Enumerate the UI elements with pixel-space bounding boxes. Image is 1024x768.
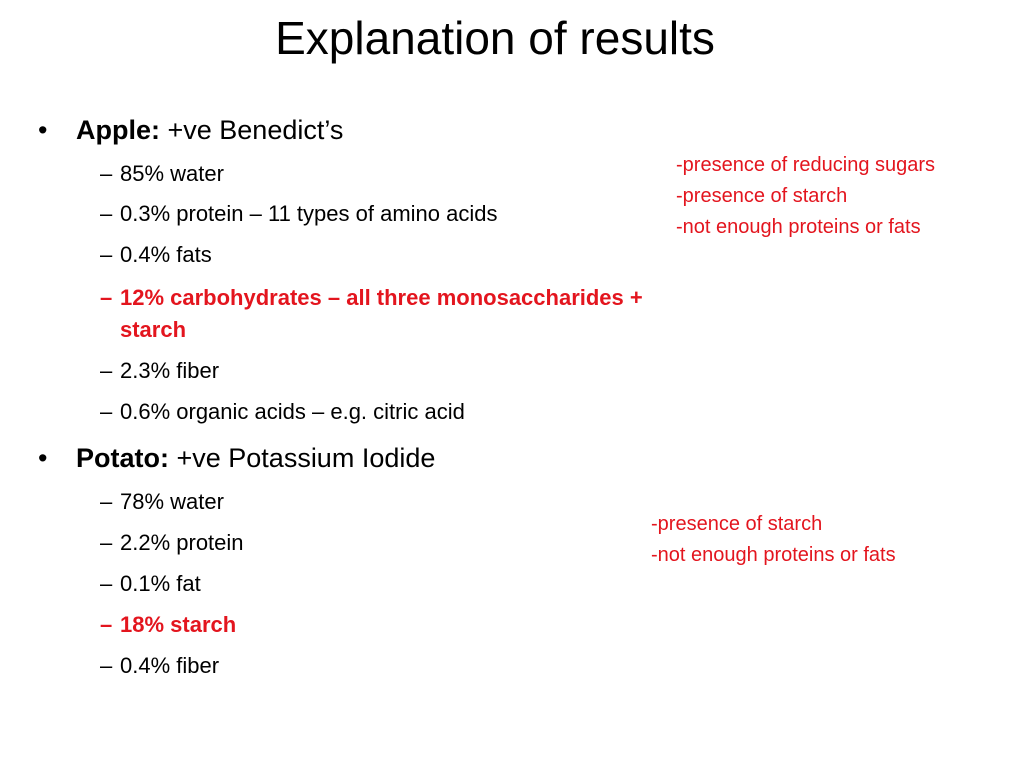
item-text: 18% starch xyxy=(120,612,237,637)
item-text: 2.3% fiber xyxy=(120,358,220,383)
item-text: 0.4% fiber xyxy=(120,653,220,678)
bullet-dot: • xyxy=(38,115,48,145)
dash: – xyxy=(100,653,113,678)
apple-item-fiber xyxy=(100,355,219,387)
potato-item-protein xyxy=(100,527,244,559)
dash: – xyxy=(100,285,113,310)
apple-note-proteins-fats: -not enough proteins or fats xyxy=(676,216,921,238)
potato-item-fiber xyxy=(100,650,219,682)
dash: – xyxy=(100,399,113,424)
potato-test-result: +ve Potassium Iodide xyxy=(168,443,436,473)
item-text: 0.4% fats xyxy=(120,242,212,267)
page-title: Explanation of results xyxy=(275,12,715,64)
apple-label: Apple: xyxy=(76,115,160,145)
potato-note-starch: -presence of starch xyxy=(651,513,823,535)
apple-item-protein xyxy=(100,198,497,230)
dash: – xyxy=(100,489,113,514)
apple-item-fats xyxy=(100,239,212,271)
dash: – xyxy=(100,161,113,186)
dash: – xyxy=(100,530,113,555)
potato-item-water xyxy=(100,486,224,518)
item-text: 0.1% fat xyxy=(120,571,201,596)
potato-item-fat xyxy=(100,568,201,600)
apple-item-organic-acids xyxy=(100,396,465,428)
item-text: 0.3% protein – 11 types of amino acids xyxy=(120,201,498,226)
bullet-potato xyxy=(38,442,435,474)
item-text: 12% carbohydrates – all three monosaccharides + xyxy=(120,285,643,310)
apple-note-starch: -presence of starch xyxy=(676,185,848,207)
apple-test-result: +ve Benedict’s xyxy=(160,115,344,145)
potato-note-proteins-fats: -not enough proteins or fats xyxy=(651,544,896,566)
bullet-dot: • xyxy=(38,443,48,473)
dash: – xyxy=(100,571,113,596)
apple-item-carbohydrates xyxy=(100,282,643,314)
dash: – xyxy=(100,612,113,637)
dash: – xyxy=(100,358,113,383)
item-text: 78% water xyxy=(120,489,224,514)
item-text: 2.2% protein xyxy=(120,530,244,555)
item-text: starch xyxy=(120,317,187,342)
bullet-apple xyxy=(38,114,343,146)
dash: – xyxy=(100,201,113,226)
apple-item-carbohydrates-continued xyxy=(100,314,186,346)
potato-item-starch xyxy=(100,609,236,641)
apple-item-water xyxy=(100,158,224,190)
apple-note-reducing-sugars: -presence of reducing sugars xyxy=(676,154,936,176)
potato-label: Potato: xyxy=(76,443,169,473)
item-text: 0.6% organic acids – e.g. citric acid xyxy=(120,399,465,424)
item-text: 85% water xyxy=(120,161,224,186)
dash: – xyxy=(100,242,113,267)
